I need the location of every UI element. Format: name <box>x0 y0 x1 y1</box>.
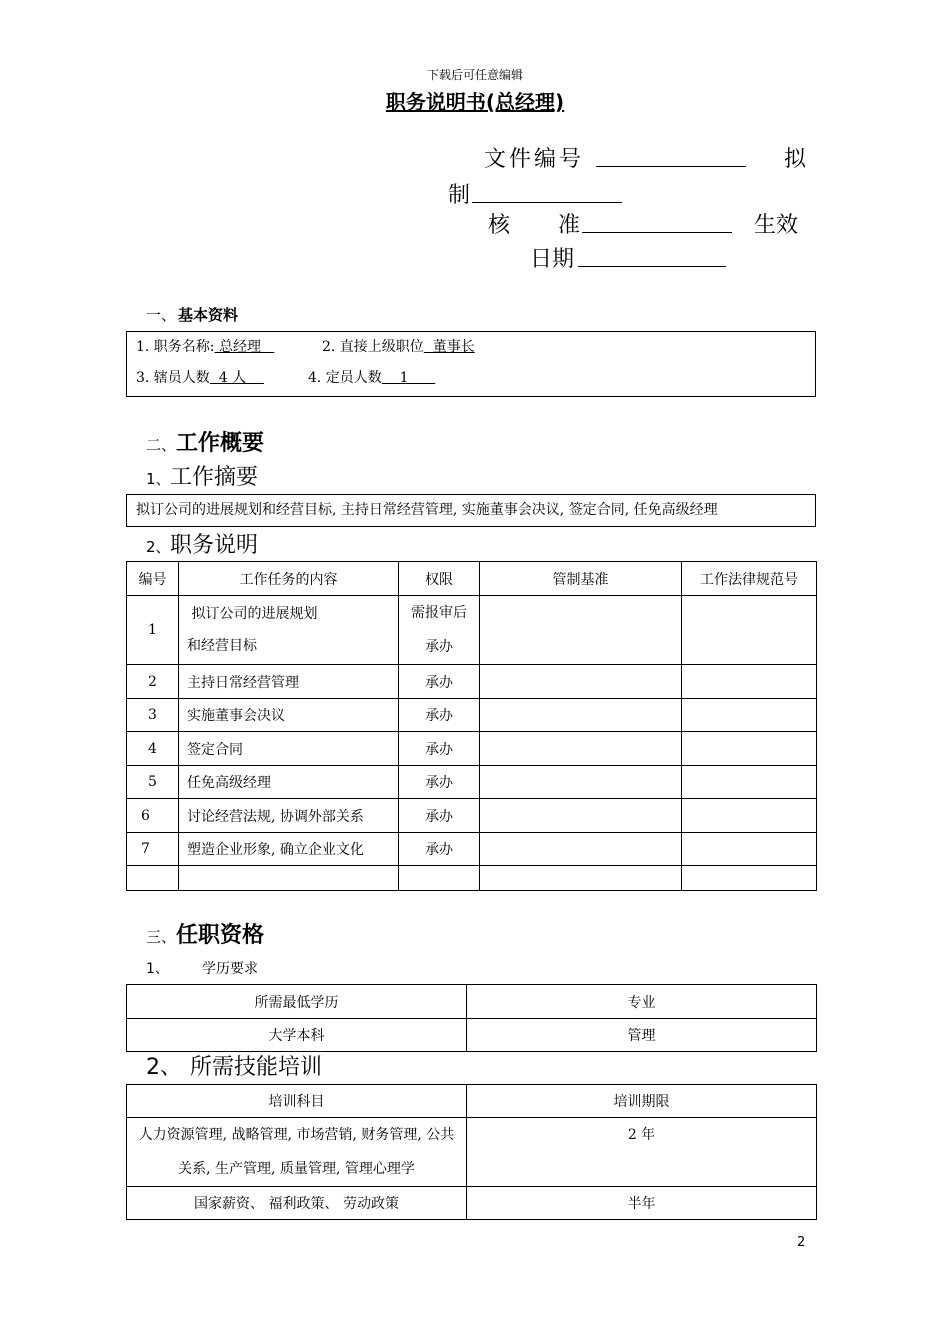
row-control-standard <box>480 699 682 732</box>
table-row <box>127 596 817 665</box>
training-period: 2 年 <box>467 1118 817 1187</box>
edu-heading: 学历要求 <box>202 961 258 977</box>
table-header-row <box>127 1085 817 1118</box>
empty-cell <box>399 866 480 891</box>
row-task: 实施董事会决议 <box>179 699 399 732</box>
section1-number: 一、 <box>146 306 177 324</box>
row-control-standard <box>480 732 682 766</box>
row-control-standard <box>480 596 682 665</box>
approve-label-b: 准 <box>558 213 581 238</box>
section2-number: 二、 <box>146 436 177 454</box>
header-authority: 权限 <box>399 562 480 596</box>
training-period: 半年 <box>467 1187 817 1220</box>
training-subject-line2: 关系, 生产管理, 质量管理, 管理心理学 <box>178 1161 415 1177</box>
row-law-code <box>682 596 817 665</box>
row-control-standard <box>480 665 682 699</box>
row-law-code <box>682 833 817 866</box>
table-empty-row <box>127 866 817 891</box>
section2-heading: 工作概要 <box>176 431 265 456</box>
row-task: 讨论经营法规, 协调外部关系 <box>179 799 399 833</box>
row-task: 塑造企业形象, 确立企业文化 <box>179 833 399 866</box>
row-authority <box>399 596 480 665</box>
empty-cell <box>682 866 817 891</box>
basic-field1 <box>136 336 274 356</box>
duties-table <box>126 561 817 891</box>
row-law-code <box>682 699 817 732</box>
row-task: 主持日常经营管理 <box>179 665 399 699</box>
position-name-value: 总经理 <box>214 339 275 355</box>
empty-cell <box>127 866 179 891</box>
row-number: 1 <box>127 596 179 665</box>
header-task: 工作任务的内容 <box>179 562 399 596</box>
training-subject: 国家薪资、 福利政策、 劳动政策 <box>127 1187 467 1220</box>
row-number: 2 <box>127 665 179 699</box>
approve-blank[interactable] <box>582 210 732 233</box>
top-note: 下载后可任意编辑 <box>426 68 523 82</box>
duties-heading: 职务说明 <box>170 533 259 558</box>
row-law-code <box>682 732 817 766</box>
skill-number: 2、 <box>146 1055 182 1080</box>
duties-number: 2、 <box>146 538 171 556</box>
staff-count-label: 3. 辖员人数 <box>136 370 210 386</box>
table-row <box>127 1019 817 1052</box>
effective-blank[interactable] <box>578 244 726 267</box>
header-training-period: 培训期限 <box>467 1085 817 1118</box>
basic-field2 <box>322 336 475 356</box>
row-control-standard <box>480 799 682 833</box>
doc-number-label: 文件编号 <box>484 147 585 172</box>
row-authority: 承办 <box>399 732 480 766</box>
header-min-education: 所需最低学历 <box>127 985 467 1019</box>
row-task-line2: 和经营目标 <box>187 638 257 654</box>
training-subject <box>127 1118 467 1187</box>
quota-label: 4. 定员人数 <box>308 370 382 386</box>
table-row <box>127 665 817 699</box>
training-table <box>126 1084 817 1220</box>
header-law-code: 工作法律规范号 <box>682 562 817 596</box>
draft-label-part2: 制 <box>448 183 471 208</box>
table-header-row <box>127 562 817 596</box>
staff-count-value: 4 人 <box>209 370 264 386</box>
quota-value: 1 <box>381 370 436 386</box>
table-row <box>127 833 817 866</box>
row-authority: 承办 <box>399 766 480 799</box>
row-number: 4 <box>127 732 179 766</box>
effective-label-part2: 日期 <box>530 247 575 272</box>
basic-field4 <box>308 367 435 387</box>
row-authority: 承办 <box>399 699 480 732</box>
row-task <box>179 596 399 665</box>
superior-label: 2. 直接上级职位 <box>322 339 424 355</box>
table-row <box>127 766 817 799</box>
skill-heading: 所需技能培训 <box>190 1055 323 1080</box>
row-task: 任免高级经理 <box>179 766 399 799</box>
row-number: 5 <box>127 766 179 799</box>
row-control-standard <box>480 766 682 799</box>
header-control-standard: 管制基准 <box>480 562 682 596</box>
doc-number-blank[interactable] <box>596 144 746 167</box>
effective-label-part1: 生效 <box>754 213 799 238</box>
row-authority: 承办 <box>399 833 480 866</box>
table-row <box>127 1118 817 1187</box>
row-number: 6 <box>127 799 179 833</box>
approve-label-a: 核 <box>488 213 511 238</box>
table-row <box>127 732 817 766</box>
row-number: 3 <box>127 699 179 732</box>
header-training-subject: 培训科目 <box>127 1085 467 1118</box>
table-header-row <box>127 985 817 1019</box>
empty-cell <box>480 866 682 891</box>
row-authority-line1: 需报审后 <box>411 605 467 621</box>
row-law-code <box>682 799 817 833</box>
row-task: 签定合同 <box>179 732 399 766</box>
row-number: 7 <box>127 833 179 866</box>
education-table <box>126 984 817 1052</box>
major-value: 管理 <box>467 1019 817 1052</box>
section3-heading: 任职资格 <box>176 923 265 948</box>
row-authority-line2: 承办 <box>425 639 453 655</box>
section1-heading: 基本资料 <box>178 306 239 324</box>
page-number: 2 <box>797 1235 806 1250</box>
table-row <box>127 799 817 833</box>
draft-label-part1: 拟 <box>784 147 807 172</box>
row-law-code <box>682 665 817 699</box>
training-subject-line1: 人力资源管理, 战略管理, 市场营销, 财务管理, 公共 <box>138 1127 455 1143</box>
table-row <box>127 1187 817 1220</box>
header-major: 专业 <box>467 985 817 1019</box>
table-row <box>127 699 817 732</box>
row-control-standard <box>480 833 682 866</box>
document-title: 职务说明书(总经理) <box>385 90 565 114</box>
empty-cell <box>179 866 399 891</box>
row-law-code <box>682 766 817 799</box>
summary-heading: 工作摘要 <box>170 465 259 490</box>
basic-field3 <box>136 367 264 387</box>
summary-text: 拟订公司的进展规划和经营目标, 主持日常经营管理, 实施董事会决议, 签定合同, 任免高级经理 <box>136 502 718 518</box>
position-name-label: 1. 职务名称: <box>136 339 215 355</box>
header-number: 编号 <box>127 562 179 596</box>
superior-value: 董事长 <box>423 339 475 355</box>
section3-number: 三、 <box>146 928 177 946</box>
min-education-value: 大学本科 <box>127 1019 467 1052</box>
summary-number: 1、 <box>146 470 171 488</box>
row-authority: 承办 <box>399 665 480 699</box>
edu-number: 1、 <box>146 961 169 977</box>
row-authority: 承办 <box>399 799 480 833</box>
draft-blank[interactable] <box>472 180 622 203</box>
row-task-line1: 拟订公司的进展规划 <box>187 606 318 622</box>
